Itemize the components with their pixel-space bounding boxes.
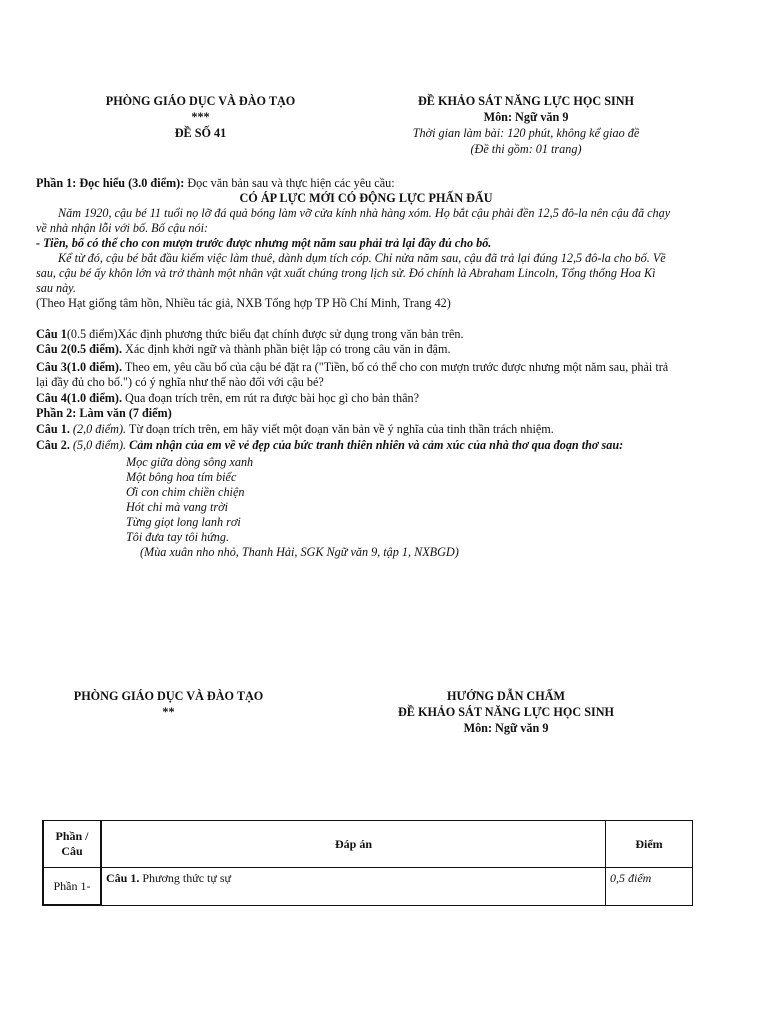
passage-source: (Theo Hạt giống tâm hồn, Nhiều tác giả, NXB Tổng hợp TP Hồ Chí Minh, Trang 42) [36, 296, 451, 310]
passage-quote: - Tiền, bố có thể cho con mượn trước được nhưng một năm sau phải trả lại đầy đủ cho bố. [36, 236, 492, 250]
poem-source: (Mùa xuân nho nhỏ, Thanh Hải, SGK Ngữ văn 9, tập 1, NXBGD) [140, 545, 459, 559]
question-2-text: Xác định khởi ngữ và thành phần biệt lập có trong câu văn in đậm. [122, 342, 451, 356]
header-stars: *** [191, 110, 210, 124]
answer-guide-title: HƯỚNG DẪN CHẤM [446, 689, 566, 703]
answer-header-left [56, 688, 281, 720]
answer-department-name: PHÒNG GIÁO DỤC VÀ ĐÀO TẠO [73, 689, 264, 703]
part1-heading: Phần 1: Đọc hiểu (3.0 điểm): [36, 176, 185, 190]
question-3 [36, 360, 696, 375]
essay-1-label: Câu 1. [36, 422, 70, 436]
essay-1-text: Từ đoạn trích trên, em hãy viết một đoạn văn bản về ý nghĩa của tinh thần trách nhiệm. [126, 422, 554, 436]
question-3-cont: lại đầy đủ cho bố.") có ý nghĩa như thế nào đối với cậu bé? [36, 375, 324, 389]
passage-line-2: về nhà nhận lỗi với bố. Bố cậu nói: [36, 221, 209, 235]
poem-line-5: Từng giọt long lanh rơi [126, 515, 241, 529]
question-1 [36, 327, 696, 342]
header-right [356, 93, 696, 157]
exam-time: Thời gian làm bài: 120 phút, không kể giao đề [412, 126, 640, 140]
passage-title: CÓ ÁP LỰC MỚI CÓ ĐỘNG LỰC PHẤN ĐẤU [239, 191, 493, 205]
question-1-text: (0.5 điểm)Xác định phương thức biểu đạt chính được sử dụng trong văn bản trên. [66, 327, 464, 341]
cell-answer-label: Câu 1. [106, 871, 140, 885]
cell-part: Phần 1- [43, 868, 101, 906]
question-2 [36, 342, 696, 357]
poem-line-2: Một bông hoa tím biếc [126, 470, 237, 484]
cell-answer [101, 868, 606, 906]
answer-header-stars: ** [162, 705, 175, 719]
essay-question-1 [36, 422, 696, 437]
answer-subject: Môn: Ngữ văn 9 [463, 721, 549, 735]
poem-line-4: Hót chi mà vang trời [126, 500, 228, 514]
question-4-text: Qua đoạn trích trên, em rút ra được bài học gì cho bản thân? [122, 391, 419, 405]
passage-line-1: Năm 1920, cậu bé 11 tuổi nọ lỡ đá quả bóng làm vỡ cửa kính nhà hàng xóm. Họ bắt cậu phải đền 12,5 đô-la nên cậu đã chạy [58, 206, 671, 220]
cell-score: 0,5 điểm [606, 868, 693, 906]
department-name: PHÒNG GIÁO DỤC VÀ ĐÀO TẠO [105, 94, 296, 108]
question-4-label: Câu 4(1.0 điểm). [36, 391, 122, 405]
answer-exam-title: ĐỀ KHẢO SÁT NĂNG LỰC HỌC SINH [397, 705, 615, 719]
part1-instruction: Đọc văn bản sau và thực hiện các yêu cầu: [184, 176, 395, 190]
question-3-label: Câu 3(1.0 điểm). [36, 360, 122, 374]
part1-heading-line [36, 176, 696, 191]
exam-number: ĐỀ SỐ 41 [174, 126, 227, 140]
question-4 [36, 391, 696, 406]
table-row [43, 868, 693, 906]
table-header-row [43, 821, 693, 868]
essay-question-2 [36, 438, 696, 453]
essay-1-points: (2,0 điểm). [69, 422, 127, 436]
passage-line-4: sau, cậu bé ấy khôn lớn và trở thành một nhân vật xuất chúng trong lịch sử. Đó chính là Abraham Lincoln, Tổng thống Hoa Kì [36, 266, 656, 280]
poem-line-1: Mọc giữa dòng sông xanh [126, 455, 254, 469]
poem-line-6: Tôi đưa tay tôi hứng. [126, 530, 230, 544]
question-2-label: Câu 2(0.5 điểm). [36, 342, 122, 356]
essay-2-text: Cảm nhận của em về vẻ đẹp của bức tranh thiên nhiên và cảm xúc của nhà thơ qua đoạn thơ sau: [126, 438, 624, 452]
cell-answer-text: Phương thức tự sự [139, 871, 232, 885]
essay-2-points: (5,0 điểm). [69, 438, 127, 452]
column-header-part: Phần / Câu [43, 821, 101, 868]
question-3-text: Theo em, yêu cầu bố của cậu bé đặt ra ("Tiền, bố có thể cho con mượn trước được nhưng một năm sau, phải trả [122, 360, 669, 374]
answer-header-right [336, 688, 676, 736]
exam-subject: Môn: Ngữ văn 9 [483, 110, 569, 124]
passage-line-3: Kể từ đó, cậu bé bắt đầu kiếm việc làm thuê, dành dụm tích cóp. Chỉ nửa năm sau, cậu đã trả lại đúng 12,5 đô-la cho bố. Về [58, 251, 666, 265]
column-header-score: Điểm [606, 821, 693, 868]
grading-table [42, 820, 693, 906]
header-left [88, 93, 313, 141]
poem-line-3: Ơi con chim chiền chiện [126, 485, 245, 499]
question-1-label: Câu 1 [36, 327, 67, 341]
exam-title: ĐỀ KHẢO SÁT NĂNG LỰC HỌC SINH [417, 94, 635, 108]
essay-2-label: Câu 2. [36, 438, 70, 452]
passage-line-5: sau này. [36, 281, 76, 295]
exam-pages: (Đề thi gồm: 01 trang) [470, 142, 582, 156]
part2-heading: Phần 2: Làm văn (7 điểm) [36, 406, 172, 420]
column-header-answer: Đáp án [101, 821, 606, 868]
